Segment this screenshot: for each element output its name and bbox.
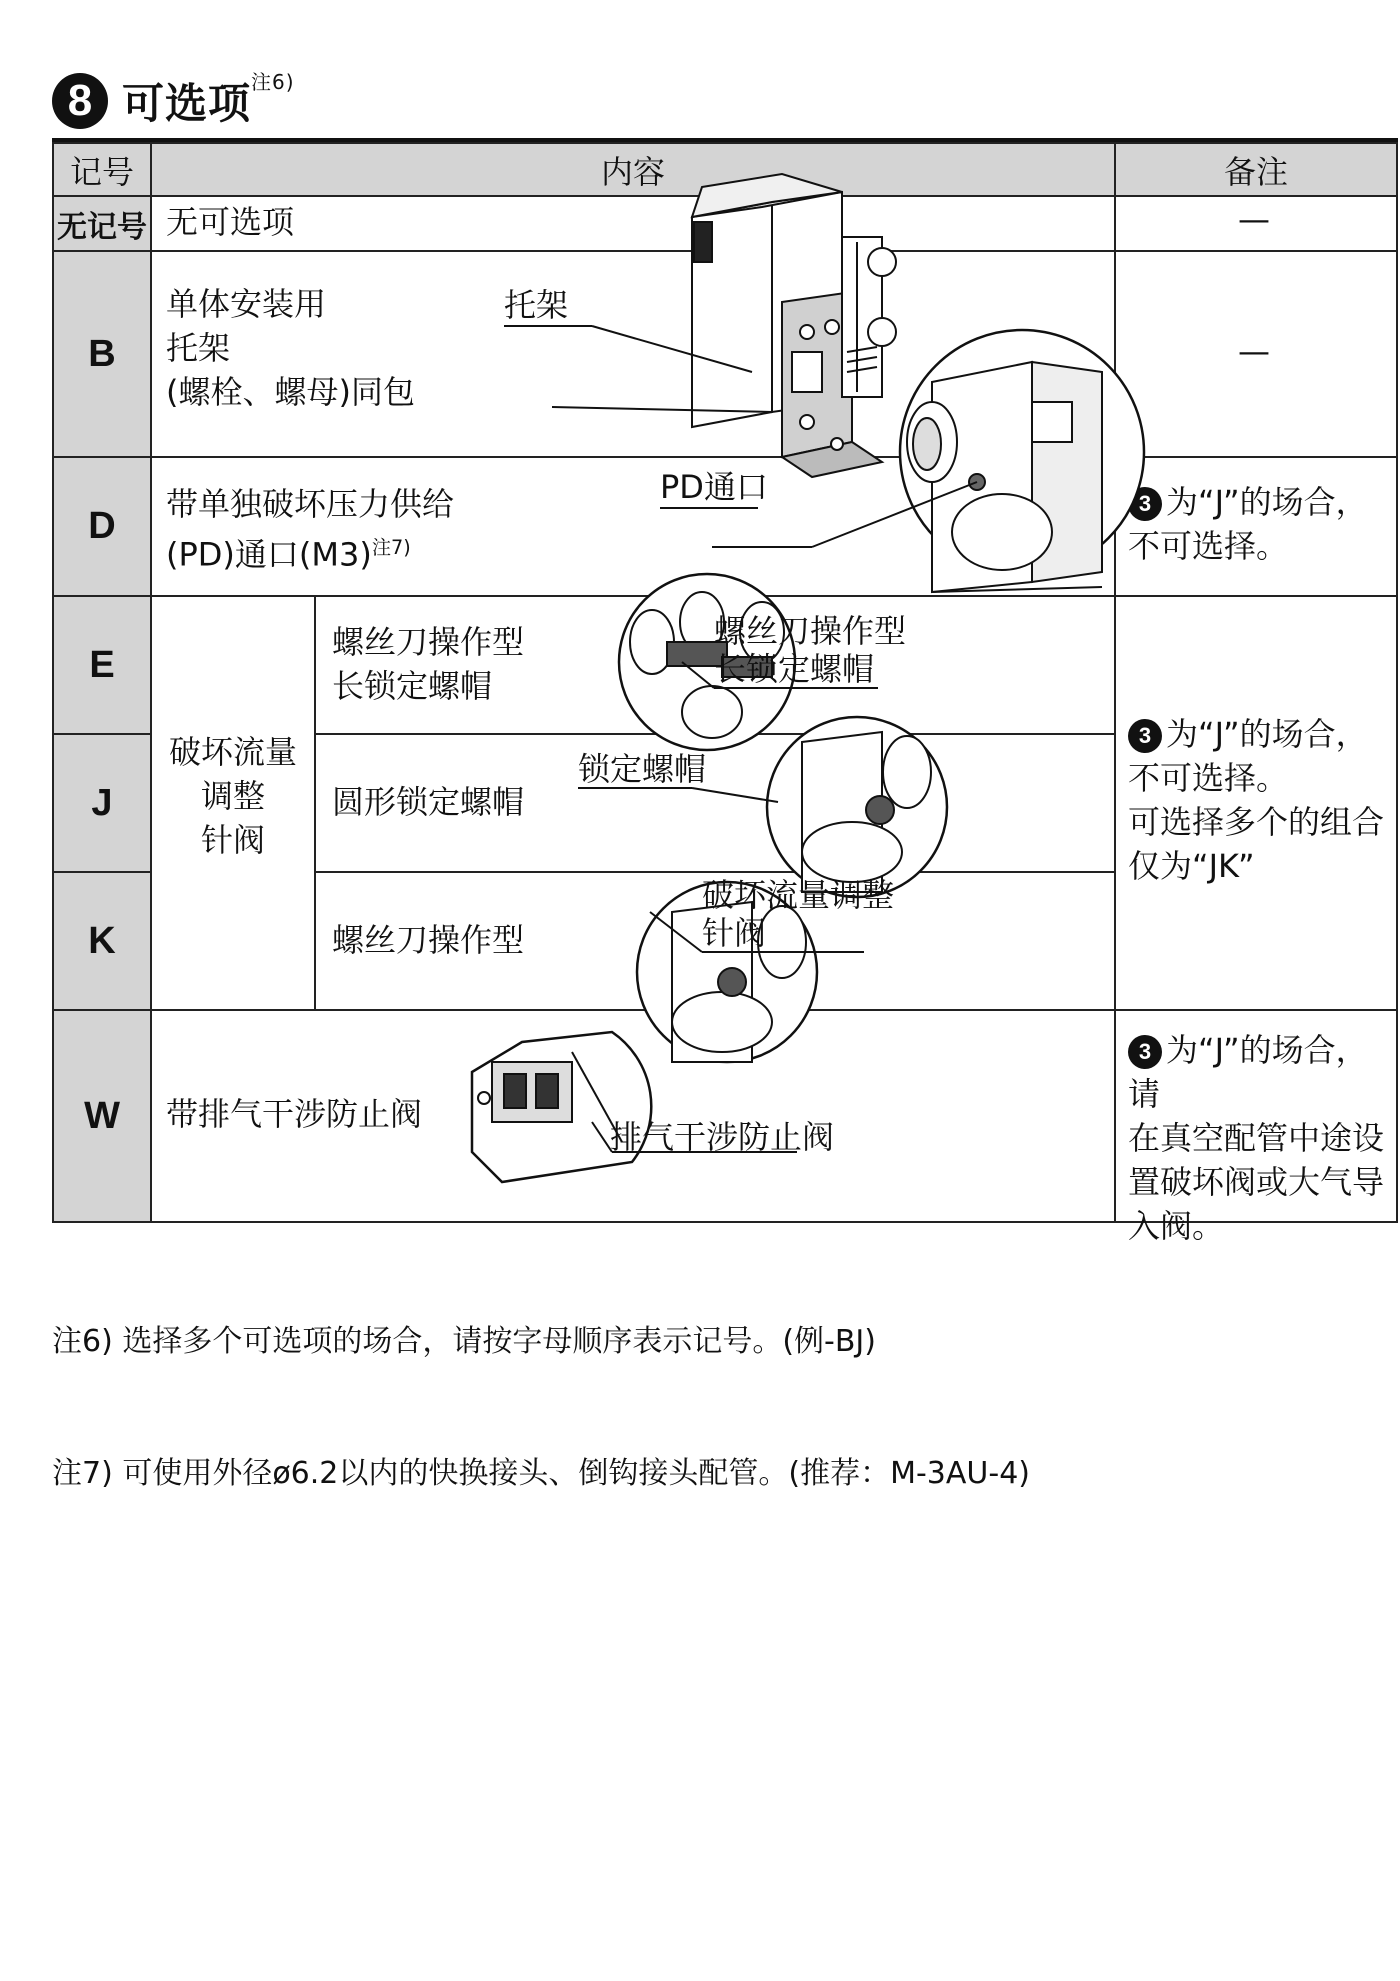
callout-k-line1: 破坏流量调整 bbox=[702, 876, 895, 914]
symbol-w: W bbox=[52, 1009, 152, 1223]
remark-none: — bbox=[1238, 200, 1270, 238]
footnotes bbox=[52, 1232, 1030, 1540]
content-j: 圆形锁定螺帽 bbox=[332, 783, 525, 821]
callout-e-line1: 螺丝刀操作型 bbox=[714, 612, 907, 650]
badge-3-icon: 3 bbox=[1128, 487, 1162, 521]
content-e-line2: 长锁定螺帽 bbox=[332, 667, 493, 705]
symbol-b: B bbox=[52, 250, 152, 458]
content-none: 无可选项 bbox=[166, 203, 295, 241]
badge-3-icon: 3 bbox=[1128, 719, 1162, 753]
content-d-line1: 带单独破坏压力供给 bbox=[166, 485, 455, 523]
content-e-line1: 螺丝刀操作型 bbox=[332, 623, 525, 661]
content-b-line1: 单体安装用 bbox=[166, 285, 327, 323]
section-number-badge: 8 bbox=[52, 73, 108, 129]
content-w: 带排气干涉防止阀 bbox=[166, 1095, 423, 1133]
content-b-line2: 托架 bbox=[166, 329, 231, 367]
callout-e-line2: 长锁定螺帽 bbox=[714, 650, 875, 688]
group-label: 破坏流量 调整 针阀 bbox=[168, 733, 297, 859]
section-title bbox=[52, 70, 295, 132]
callout-bracket: 托架 bbox=[504, 286, 569, 324]
symbol-j: J bbox=[52, 733, 152, 873]
remark-ejk: 3 为“J”的场合， 不可选择。 可选择多个的组合 仅为“JK” bbox=[1128, 715, 1385, 885]
remark-b: — bbox=[1238, 332, 1270, 370]
header-remarks: 备注 bbox=[1114, 142, 1398, 197]
title-note-ref: 注6) bbox=[251, 70, 295, 94]
callout-k-line2: 针阀 bbox=[702, 914, 767, 952]
content-k: 螺丝刀操作型 bbox=[332, 921, 525, 959]
symbol-k: K bbox=[52, 871, 152, 1011]
remark-d: 3 为“J”的场合， 不可选择。 bbox=[1128, 483, 1368, 565]
callout-w: 排气干涉防止阀 bbox=[610, 1118, 835, 1156]
header-content: 内容 bbox=[150, 142, 1116, 197]
content-b-line3: (螺栓、螺母)同包 bbox=[166, 373, 415, 411]
content-d-note-ref: 注7) bbox=[371, 536, 411, 559]
options-table bbox=[52, 142, 1398, 1245]
symbol-none: 无记号 bbox=[52, 195, 152, 252]
header-symbol: 记号 bbox=[52, 142, 152, 197]
callout-pd-port: PD通口 bbox=[660, 468, 768, 506]
callout-j: 锁定螺帽 bbox=[578, 750, 707, 788]
callout-leader-lines bbox=[52, 142, 1116, 1223]
badge-3-icon: 3 bbox=[1128, 1035, 1162, 1069]
footnote-6: 注6) 选择多个可选项的场合，请按字母顺序表示记号。(例-BJ) bbox=[52, 1324, 876, 1359]
content-d-line2: (PD)通口(M3) bbox=[166, 535, 372, 574]
remark-w: 3 为“J”的场合，请 在真空配管中途设 置破坏阀或大气导 入阀。 bbox=[1128, 1031, 1385, 1245]
section-title-text: 可选项 bbox=[122, 79, 252, 128]
symbol-e: E bbox=[52, 595, 152, 735]
footnote-7: 注7) 可使用外径ø6.2以内的快换接头、倒钩接头配管。(推荐：M-3AU-4) bbox=[52, 1456, 1030, 1491]
symbol-d: D bbox=[52, 456, 152, 597]
